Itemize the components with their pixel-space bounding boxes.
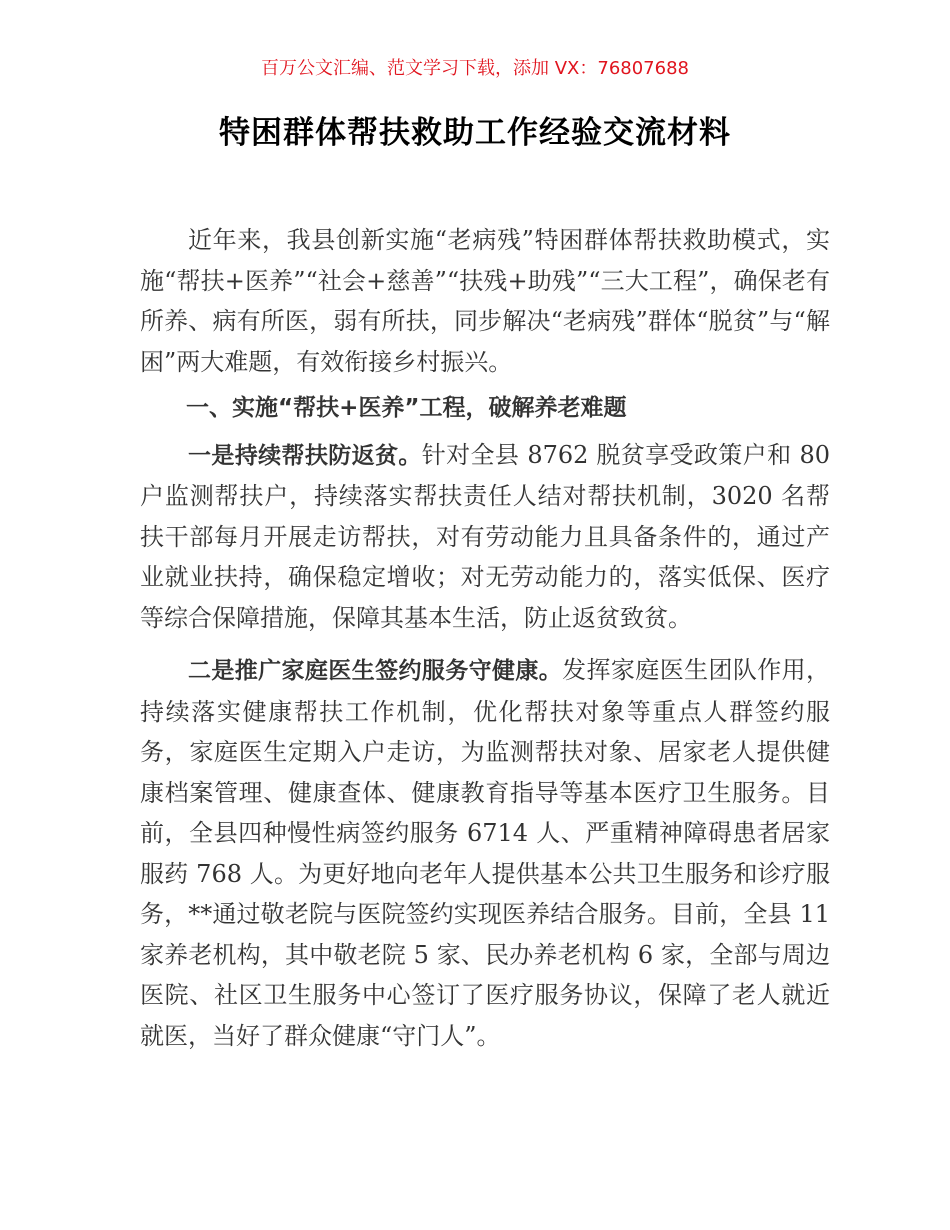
document-body [140, 220, 830, 1056]
item-text: 针对全县 8762 脱贫享受政策户和 80 户监测帮扶户，持续落实帮扶责任人结对帮扶机制，3020 名帮扶干部每月开展走访帮扶，对有劳动能力且具备条件的，通过产业就业扶持，确保稳定增收；对无劳动能力的，落实低保、医疗等综合保障措施，保障其基本生活，防止返贫致贫。 [140, 440, 830, 632]
intro-paragraph: 近年来，我县创新实施“老病残”特困群体帮扶救助模式，实施“帮扶+医养”“社会+慈善”“扶残+助残”“三大工程”，确保老有所养、病有所医，弱有所扶，同步解决“老病残”群体“脱贫”与“解困”两大难题，有效衔接乡村振兴。 [140, 226, 830, 376]
section-item-paragraph [140, 650, 830, 1056]
item-lead: 一是持续帮扶防返贫。 [188, 442, 422, 469]
header-banner: 百万公文汇编、范文学习下载，添加 VX：76807688 [261, 58, 689, 79]
item-lead: 二是推广家庭医生签约服务守健康。 [188, 658, 563, 684]
section-heading: 一、实施“帮扶+医养”工程，破解养老难题 [186, 395, 627, 421]
section-item-paragraph [140, 435, 830, 639]
document-title: 特困群体帮扶救助工作经验交流材料 [219, 115, 731, 151]
item-text: 发挥家庭医生团队作用，持续落实健康帮扶工作机制，优化帮扶对象等重点人群签约服务，家庭医生定期入户走访，为监测帮扶对象、居家老人提供健康档案管理、健康查体、健康教育指导等基本医疗卫生服务。目前，全县四种慢性病签约服务 6714 人、严重精神障碍患者居家服药 768 人。为更好地向老年人提供基本公共卫生服务和诊疗服务，**通过敬老院与医院签约实现医养结合服务。目前，全县 11 家养老机构，其中敬老院 5 家、民办养老机构 6 家，全部与周边医院、社区卫生服务中心签订了医疗服务协议，保障了老人就近就医，当好了群众健康“守门人”。 [140, 656, 831, 1050]
